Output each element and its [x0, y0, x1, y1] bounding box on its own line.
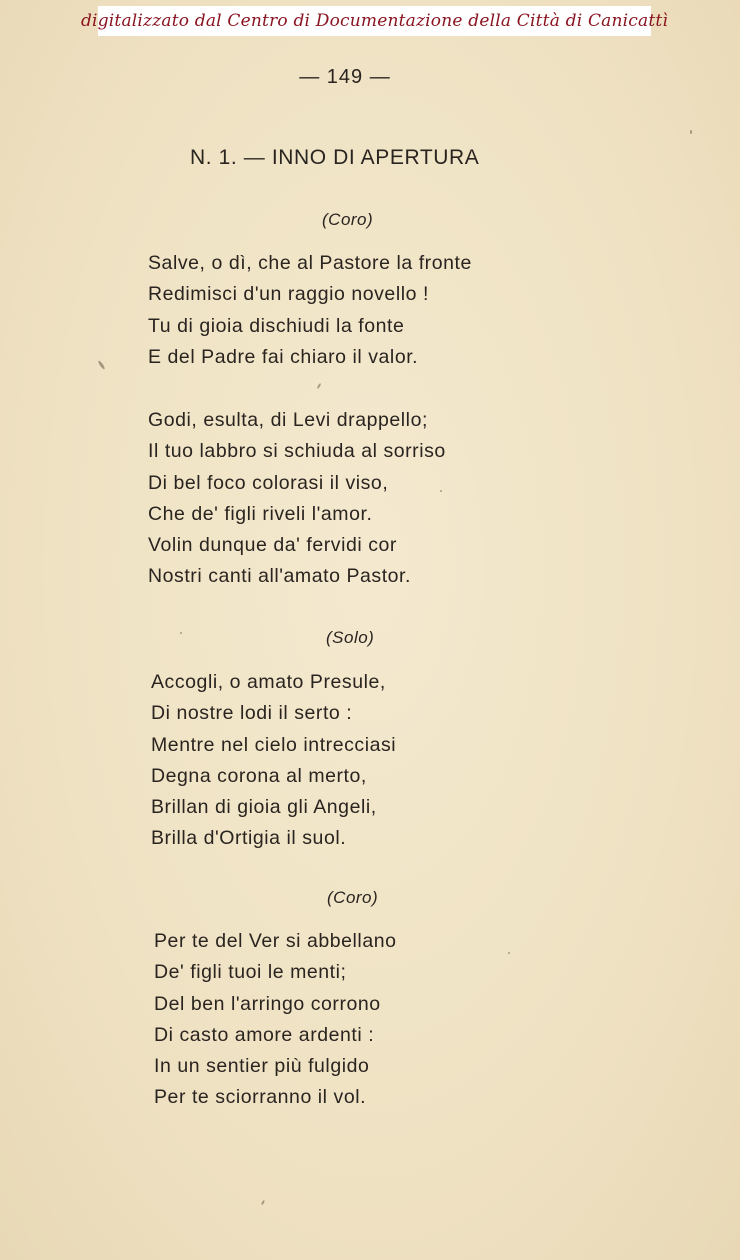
verse-line: In un sentier più fulgido	[154, 1055, 370, 1078]
paper-speck	[508, 952, 510, 954]
page-number: — 149 —	[299, 66, 391, 88]
verse-line: Degna corona al merto,	[151, 764, 367, 787]
verse-line: Del ben l'arringo corrono	[154, 992, 381, 1015]
verse-line: Di bel foco colorasi il viso,	[148, 471, 389, 494]
verse-line: Godi, esulta, di Levi drappello;	[148, 409, 428, 431]
verse-line: Il tuo labbro si schiuda al sorriso	[148, 440, 446, 463]
paper-speck	[97, 360, 105, 370]
verse-line: Tu di gioia dischiudi la fonte	[148, 314, 405, 337]
paper-speck	[317, 383, 322, 389]
hymn-title: N. 1. — INNO DI APERTURA	[190, 146, 480, 169]
paper-speck	[261, 1200, 265, 1205]
paper-speck	[690, 130, 692, 134]
verse-line: Volin dunque da' fervidi cor	[148, 534, 397, 557]
section-label-coro-1: (Coro)	[322, 210, 374, 229]
verse-line: Salve, o dì, che al Pastore la fronte	[148, 252, 472, 274]
verse-line: Brillan di gioia gli Angeli,	[151, 796, 377, 819]
paper-speck	[440, 490, 442, 492]
verse-line: Che de' figli riveli l'amor.	[148, 502, 373, 525]
verse-line: De' figli tuoi le menti;	[154, 961, 347, 984]
verse-line: Accogli, o amato Presule,	[151, 671, 386, 693]
verse-line: Per te del Ver si abbellano	[154, 930, 397, 952]
verse-line: Di casto amore ardenti :	[154, 1023, 375, 1046]
verse-line: Nostri canti all'amato Pastor.	[148, 565, 411, 588]
verse-line: Mentre nel cielo intrecciasi	[151, 733, 397, 756]
verse-line: Di nostre lodi il serto :	[151, 702, 353, 725]
stanza-3	[151, 667, 396, 855]
verse-line: Brilla d'Ortigia il suol.	[151, 827, 347, 850]
section-label-solo: (Solo)	[326, 628, 375, 647]
stanza-1	[148, 248, 472, 373]
verse-line: Per te sciorranno il vol.	[154, 1086, 367, 1109]
section-label-coro-2: (Coro)	[327, 888, 379, 907]
paper-speck	[180, 632, 182, 634]
verse-line: E del Padre fai chiaro il valor.	[148, 345, 419, 368]
digitization-banner: digitalizzato dal Centro di Documentazione della Città di Canicattì	[98, 6, 651, 36]
stanza-4	[154, 926, 397, 1114]
verse-line: Redimisci d'un raggio novello !	[148, 283, 429, 306]
stanza-2	[148, 405, 446, 593]
